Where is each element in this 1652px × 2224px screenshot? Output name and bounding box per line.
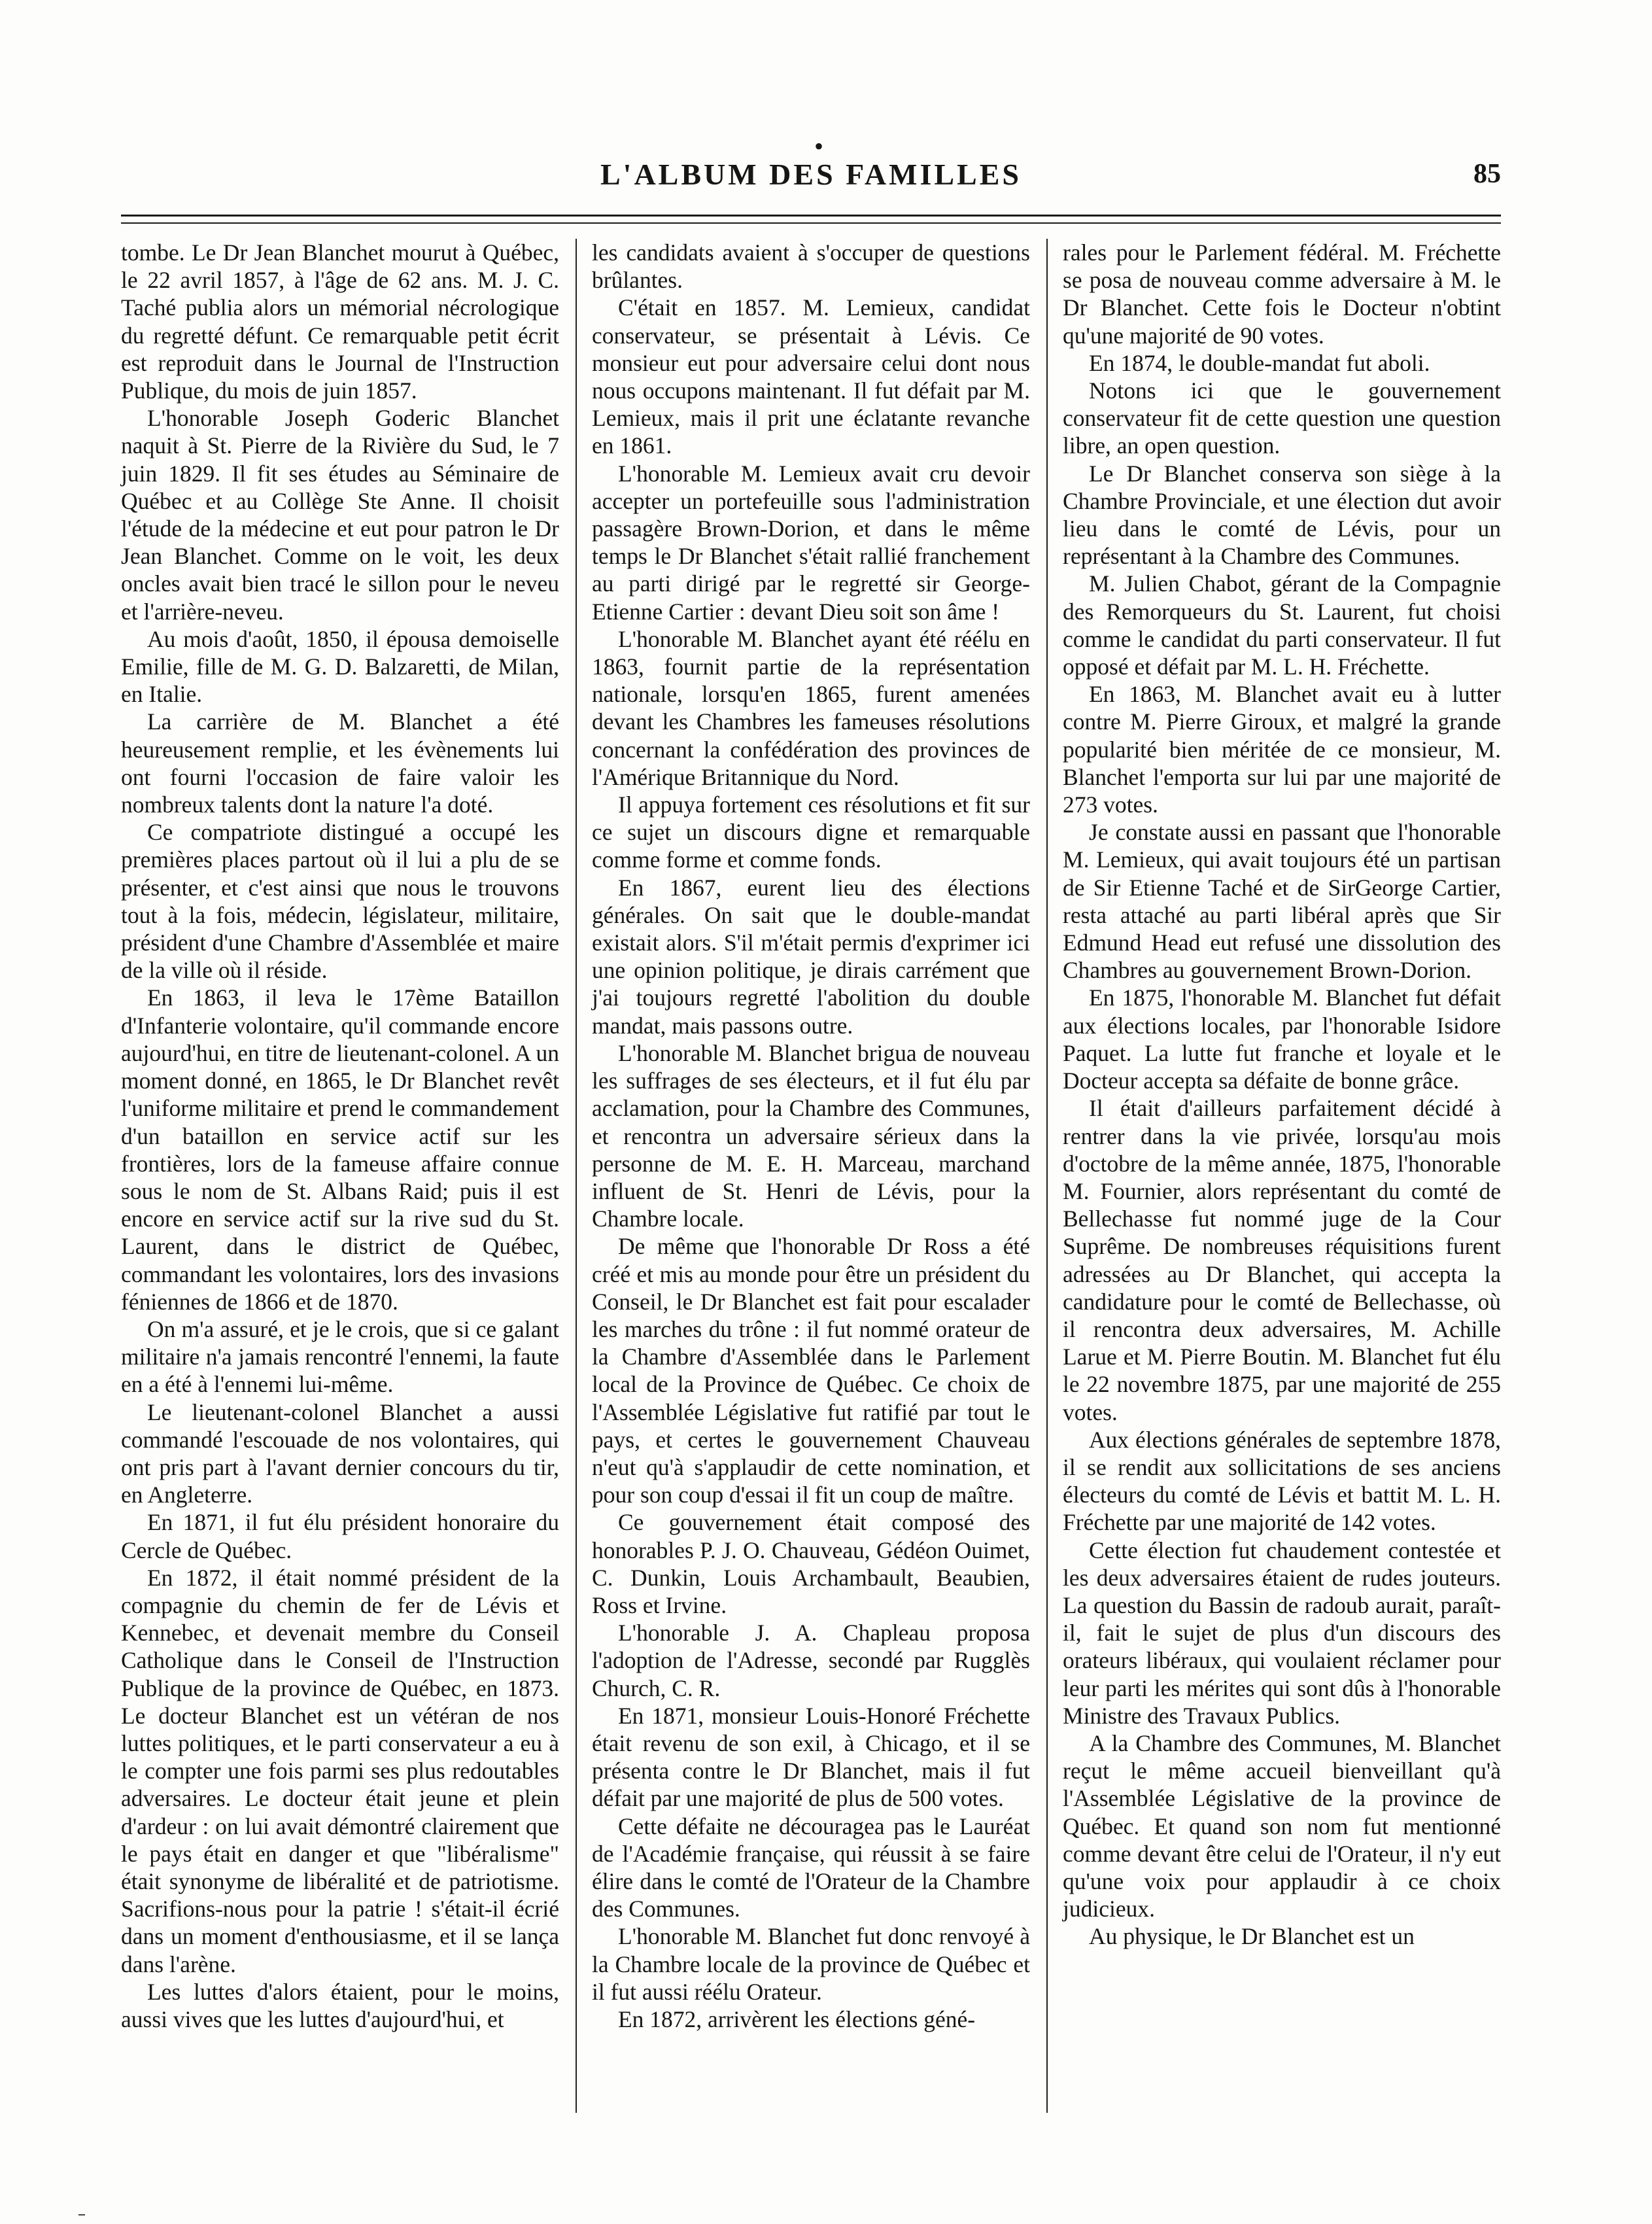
paragraph: M. Julien Chabot, gérant de la Compagnie des Remorqueurs du St. Laurent, fut choisi comme le candidat du parti conservateur. Il fut opposé et défait par M. L. H. Fréchette. [1063,570,1501,680]
paragraph: En 1872, arrivèrent les élections géné- [618,2006,976,2032]
paragraph: Le Dr Blanchet conserva son siège à la Chambre Provinciale, et une élection dut avoir lieu dans le comté de Lévis, pour un représentant à la Chambre des Communes. [1063,460,1501,570]
paragraph: Au physique, le Dr Blanchet est un [1089,1923,1415,1950]
paragraph: En 1863, M. Blanchet avait eu à lutter contre M. Pierre Giroux, et malgré la grande popularité bien méritée de ce monsieur, M. Blanchet l'emporta sur lui par une majorité de 273 votes. [1063,681,1501,818]
paragraph: A la Chambre des Communes, M. Blanchet reçut le même accueil bienveillant qu'à l'Assemblée Législative de la province de Québec. Et quand son nom fut mentionné comme devant être celui de l'Orateur, il n'y eut qu'une voix pour applaudir à ce choix judicieux. [1063,1729,1501,1922]
paragraph: De même que l'honorable Dr Ross a été créé et mis au monde pour être un président du Conseil, le Dr Blanchet est fait pour escalader les marches du trône : il fut nommé orateur de la Chambre d'Assemblée dans le Parlement local de la Province de Québec. Ce choix de l'Assemblée Législative fut ratifié par tout le pays, et certes le gouvernement Chauveau n'eut qu'à s'applaudir de cette nomination, et pour son coup d'essai il fit un coup de maître. [592,1233,1030,1508]
page-number: 85 [1473,159,1501,189]
paragraph: Les luttes d'alors étaient, pour le moins, aussi vives que les luttes d'aujourd'hui, et [121,1978,559,2032]
paragraph: L'honorable M. Blanchet brigua de nouveau les suffrages de ses électeurs, et il fut élu par acclamation, pour la Chambre des Communes, et rencontra un adversaire sérieux dans la personne de M. E. H. Marceau, marchand influent de St. Henri de Lévis, pour la Chambre locale. [592,1039,1030,1232]
paragraph: L'honorable M. Blanchet ayant été réélu en 1863, fournit partie de la représentation nationale, lorsqu'en 1865, furent amenées devant les Chambres les fameuses résolutions concernant la confédération des provinces de l'Amérique Britannique du Nord. [592,625,1030,790]
paragraph: tombe. Le Dr Jean Blanchet mourut à Québec, le 22 avril 1857, à l'âge de 62 ans. M. J. C. Taché publia alors un mémorial nécrologique du regretté défunt. Ce remarquable petit écrit est reproduit dans le Journal de l'Instruction Publique, du mois de juin 1857. [121,239,559,404]
margin-mark [78,2214,85,2215]
paragraph: Ce gouvernement était composé des honorables P. J. O. Chauveau, Gédéon Ouimet, C. Dunkin, Louis Archambault, Beaubien, Ross et Irvine. [592,1509,1030,1618]
article-body [121,239,1501,2136]
paragraph: L'honorable J. A. Chapleau proposa l'adoption de l'Adresse, secondé par Rugglès Church, C. R. [592,1620,1030,1701]
paragraph: C'était en 1857. M. Lemieux, candidat conservateur, se présentait à Lévis. Ce monsieur eut pour adversaire celui dont nous nous occupons maintenant. Il fut défait par M. Lemieux, mais il prit une éclatante revanche en 1861. [592,294,1030,459]
paragraph: Cette défaite ne découragea pas le Lauréat de l'Académie française, qui réussit à se faire élire dans le comté de l'Orateur de la Chambre des Communes. [592,1813,1030,1922]
paragraph: Au mois d'août, 1850, il épousa demoiselle Emilie, fille de M. G. D. Balzaretti, de Milan, en Italie. [121,625,559,708]
paragraph: En 1863, il leva le 17ème Bataillon d'Infanterie volontaire, qu'il commande encore aujourd'hui, en titre de lieutenant-colonel. A un moment donné, en 1865, le Dr Blanchet revêt l'uniforme militaire et prend le commandement d'un bataillon en service actif sur les frontières, lors de la fameuse affaire connue sous le nom de St. Albans Raid; puis il est encore en service actif sur la rive sud du St. Laurent, dans le district de Québec, commandant les volontaires, lors des invasions féniennes de 1866 et de 1870. [121,984,559,1315]
header-rule-bottom [121,222,1501,224]
paragraph: Ce compatriote distingué a occupé les premières places partout où il lui a plu de se présenter, et c'est ainsi que nous le trouvons tout à la fois, médecin, législateur, militaire, président d'une Chambre d'Assemblée et maire de la ville où il réside. [121,819,559,984]
paragraph: La carrière de M. Blanchet a été heureusement remplie, et les évènements lui ont fourni l'occasion de faire valoir les nombreux talents dont la nature l'a doté. [121,708,559,818]
column-3 [1063,239,1501,1951]
paragraph: les candidats avaient à s'occuper de questions brûlantes. [592,239,1030,294]
paragraph: Cette élection fut chaudement contestée et les deux adversaires étaient de rudes jouteurs. La question du Bassin de radoub aurait, paraît-il, fait le sujet de plus d'un discours des orateurs libéraux, qui voulaient réclamer pour leur parti les mérites qui sont dûs à l'honorable Ministre des Travaux Publics. [1063,1537,1501,1729]
paragraph: Notons ici que le gouvernement conservateur fit de cette question une question libre, an open question. [1063,377,1501,459]
paragraph: Aux élections générales de septembre 1878, il se rendit aux sollicitations de ses anciens électeurs du comté de Lévis et battit M. L. H. Fréchette par une majorité de 142 votes. [1063,1426,1501,1536]
paragraph: En 1872, il était nommé président de la compagnie du chemin de fer de Lévis et Kennebec, et devenait membre du Conseil Catholique dans le Conseil de l'Instruction Publique de la province de Québec, en 1873. Le docteur Blanchet est un vétéran de nos luttes politiques, et le parti conservateur a eu à le compter une fois parmi ses plus redoutables adversaires. Le docteur était jeune et plein d'ardeur : on lui avait démontré clairement que le pays était en danger et que "libéralisme" était synonyme de libéralité et de patriotisme. Sacrifions-nous pour la patrie ! s'était-il écrié dans un moment d'enthousiasme, et il se lança dans l'arène. [121,1564,559,1977]
paragraph: L'honorable M. Lemieux avait cru devoir accepter un portefeuille sous l'administration passagère Brown-Dorion, et dans le même temps le Dr Blanchet s'était rallié franchement au parti dirigé par le regretté sir George-Etienne Cartier : devant Dieu soit son âme ! [592,460,1030,625]
paragraph: On m'a assuré, et je le crois, que si ce galant militaire n'a jamais rencontré l'ennemi, la faute en a été à l'ennemi lui-même. [121,1315,559,1398]
paragraph: Je constate aussi en passant que l'honorable M. Lemieux, qui avait toujours été un partisan de Sir Etienne Taché et de SirGeorge Cartier, resta attaché au parti libéral après que Sir Edmund Head eut refusé une dissolution des Chambres au gouvernement Brown-Dorion. [1063,819,1501,984]
column-2 [592,239,1030,2033]
paragraph: Le lieutenant-colonel Blanchet a aussi commandé l'escouade de nos volontaires, qui ont pris part à l'avant dernier concours du tir, en Angleterre. [121,1399,559,1508]
paragraph: rales pour le Parlement fédéral. M. Fréchette se posa de nouveau comme adversaire à M. le Dr Blanchet. Cette fois le Docteur n'obtint qu'une majorité de 90 votes. [1063,239,1501,349]
paragraph: Il était d'ailleurs parfaitement décidé à rentrer dans la vie privée, lorsqu'au mois d'octobre de la même année, 1875, l'honorable M. Fournier, alors représentant du comté de Bellechasse fut nommé juge de la Cour Suprême. De nombreuses réquisitions furent adressées au Dr Blanchet, qui accepta la candidature pour le comté de Bellechasse, où il rencontra deux adversaires, M. Achille Larue et M. Pierre Boutin. M. Blanchet fut élu le 22 novembre 1875, par une majorité de 255 votes. [1063,1095,1501,1425]
column-1 [121,239,559,2033]
header-rule-top [121,215,1501,217]
paragraph: En 1871, il fut élu président honoraire du Cercle de Québec. [121,1509,559,1563]
paragraph: En 1874, le double-mandat fut aboli. [1089,349,1430,376]
paragraph: En 1875, l'honorable M. Blanchet fut défait aux élections locales, par l'honorable Isidore Paquet. La lutte fut franche et loyale et le Docteur accepta sa défaite de bonne grâce. [1063,984,1501,1094]
running-head: L'ALBUM DES FAMILLES [600,158,1022,191]
paragraph: En 1871, monsieur Louis-Honoré Fréchette était revenu de son exil, à Chicago, et il se présenta contre le Dr Blanchet, mais il fut défait par une majorité de plus de 500 votes. [592,1702,1030,1812]
paragraph: Il appuya fortement ces résolutions et fit sur ce sujet un discours digne et remarquable comme forme et comme fonds. [592,791,1030,873]
header-ornament: • [814,131,824,161]
paragraph: L'honorable Joseph Goderic Blanchet naquit à St. Pierre de la Rivière du Sud, le 7 juin 1829. Il fit ses études au Séminaire de Québec et au Collège Ste Anne. Il choisit l'étude de la médecine et eut pour patron le Dr Jean Blanchet. Comme on le voit, les deux oncles avait bien tracé le sillon pour le neveu et l'arrière-neveu. [121,405,559,625]
paragraph: En 1867, eurent lieu des élections générales. On sait que le double-mandat existait alors. S'il m'était permis d'exprimer ici une opinion politique, je dirais carrément que j'ai toujours regretté l'abolition du double mandat, mais passons outre. [592,874,1030,1039]
paragraph: L'honorable M. Blanchet fut donc renvoyé à la Chambre locale de la province de Québec et il fut aussi réélu Orateur. [592,1923,1030,2005]
page-header [121,131,1501,216]
